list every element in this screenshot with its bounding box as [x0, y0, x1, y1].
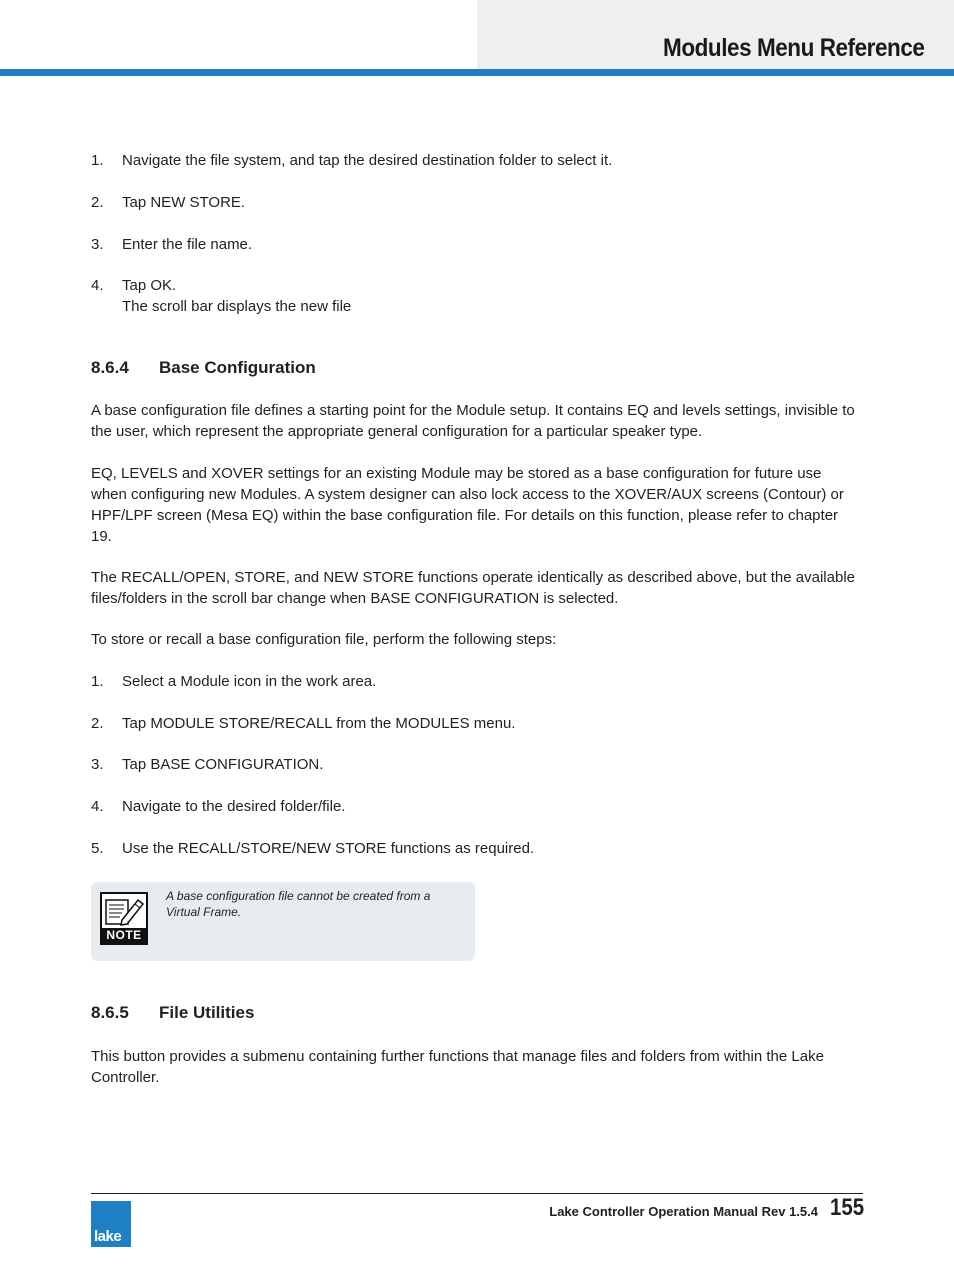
paragraph: A base configuration file defines a starting point for the Module setup. It contains EQ and levels settings, invisible to the user, which represent the appropriate general configuration for a particular speaker type. [91, 402, 855, 440]
list-number: 4. [91, 798, 104, 815]
list-number: 4. [91, 277, 104, 294]
list-number: 2. [91, 194, 104, 211]
note-text: A base configuration file cannot be created from a Virtual Frame. [166, 889, 431, 919]
list-text: Navigate to the desired folder/file. [122, 798, 346, 815]
note-callout [91, 882, 475, 961]
list-number: 1. [91, 673, 104, 690]
section-number: 8.6.5 [91, 1003, 129, 1022]
paragraph: The RECALL/OPEN, STORE, and NEW STORE functions operate identically as described above, but the available files/folders in the scroll bar change when BASE CONFIGURATION is selected. [91, 569, 855, 607]
list-text: Select a Module icon in the work area. [122, 673, 377, 690]
section-title: File Utilities [159, 1003, 255, 1022]
page-header-title: Modules Menu Reference [662, 34, 924, 62]
list-text: Use the RECALL/STORE/NEW STORE functions as required. [122, 840, 535, 857]
page-number: 155 [829, 1194, 864, 1221]
list-subtext: The scroll bar displays the new file [122, 298, 352, 315]
footer-rule [91, 1193, 863, 1194]
pencil-paper-icon [102, 894, 146, 928]
footer-manual-title: Lake Controller Operation Manual Rev 1.5.4 [549, 1204, 818, 1219]
list-text: Navigate the file system, and tap the desired destination folder to select it. [122, 152, 613, 169]
lake-logo [91, 1201, 131, 1247]
paragraph: This button provides a submenu containing further functions that manage files and folders from within the Lake Controller. [91, 1048, 824, 1086]
section-number: 8.6.4 [91, 358, 129, 377]
header-rule [0, 69, 954, 76]
note-label: NOTE [102, 928, 146, 943]
note-icon [100, 892, 148, 945]
logo-text: lake [94, 1228, 122, 1245]
list-text: Tap NEW STORE. [122, 194, 246, 211]
list-text: Tap BASE CONFIGURATION. [122, 756, 324, 773]
list-text: Tap OK. [122, 277, 177, 294]
list-number: 1. [91, 152, 104, 169]
list-number: 3. [91, 756, 104, 773]
list-number: 3. [91, 236, 104, 253]
list-text: Tap MODULE STORE/RECALL from the MODULES menu. [122, 715, 516, 732]
list-text: Enter the file name. [122, 236, 253, 253]
paragraph: EQ, LEVELS and XOVER settings for an existing Module may be stored as a base configuration for future use when configuring new Modules. A system designer can also lock access to the XOVER/AUX screens (Contour) or HPF/LPF screen (Mesa EQ) within the base configuration file. For details on this function, please refer to chapter 19. [91, 465, 844, 545]
list-number: 2. [91, 715, 104, 732]
section-title: Base Configuration [159, 358, 316, 377]
paragraph: To store or recall a base configuration file, perform the following steps: [91, 631, 557, 648]
list-number: 5. [91, 840, 104, 857]
